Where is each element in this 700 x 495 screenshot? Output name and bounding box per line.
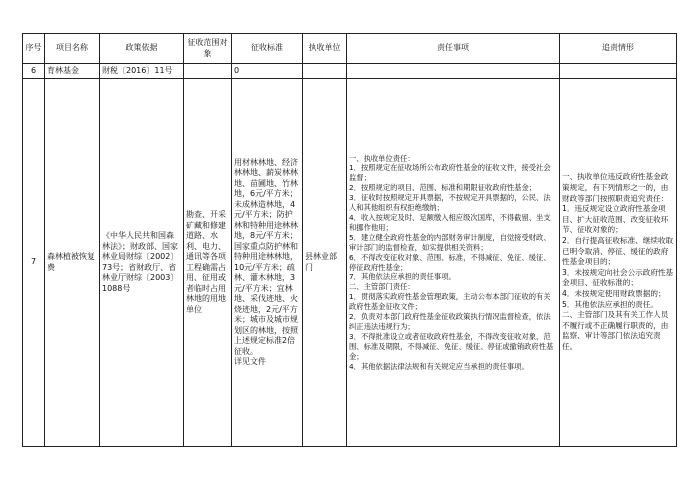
header-standard: 征收标准 [232, 34, 303, 64]
header-policy: 政策依据 [100, 34, 184, 64]
header-duties: 责任事项 [347, 34, 560, 64]
cell-name: 森林植被恢复费 [45, 79, 100, 447]
cell-no: 7 [23, 79, 45, 447]
cell-duties [347, 64, 560, 79]
table-header-row [23, 34, 677, 64]
header-scope: 征收范围对象 [184, 34, 232, 64]
cell-policy: 《中华人民共和国森林法》；财政部、国家林业局财综〔2002〕73号；省财政厅、省林业厅财综〔2003〕1088号 [100, 79, 184, 447]
table-row [23, 64, 677, 79]
cell-accountability [560, 64, 677, 79]
cell-unit: 县林业部门 [303, 79, 347, 447]
cell-scope: 勘查、开采矿藏和修建道路、水利、电力、通讯等各项工程确需占用、征用或者临时占用林地的用地单位 [184, 79, 232, 447]
fee-table [22, 33, 677, 447]
header-no: 序号 [23, 34, 45, 64]
cell-no: 6 [23, 64, 45, 79]
table-row [23, 79, 677, 447]
policy-document [22, 33, 676, 447]
cell-standard: 0 [232, 64, 303, 79]
header-accountability: 追责情形 [560, 34, 677, 64]
cell-standard: 用材林林地、经济林林地、薪炭林林地、苗圃地、竹林地，6元/平方米；未成林造林地，4元/平方米；防护林和特种用途林林地，8元/平方米；国家重点防护林和特种用途林林地，10元/平方米；疏林、灌木林地，3元/平方米；宜林地、采伐迹地、火烧迹地，2元/平方米；城市及城市规划区的林地，按照上述规定标准2倍征收。 详见文件 [232, 79, 303, 447]
header-name: 项目名称 [45, 34, 100, 64]
header-unit: 执收单位 [303, 34, 347, 64]
cell-scope [184, 64, 232, 79]
cell-policy: 财税〔2016〕11号 [100, 64, 184, 79]
cell-name: 育林基金 [45, 64, 100, 79]
cell-accountability: 一、执收单位违反政府性基金政策规定，有下列情形之一的，由财政等部门按照职责追究责任： 1．违反规定设立政府性基金项目、扩大征收范围、改变征收环节、征收对象的； 2．自行提高征收标准、继续收取已明令取消、停征、缓征的政府性基金项目的； 3．未按规定向社会公示政府性基金项目、征收标准的； 4．未按规定使用财政票据的； 5．其他依法应承担的责任。 二、主管部门及其有关工作人员不履行或不正确履行职责的，由监察、审计等部门依法追究责任。 [560, 79, 677, 447]
cell-unit [303, 64, 347, 79]
cell-duties: 一、执收单位责任： 1．按照规定在征收场所公布政府性基金的征收文件，接受社会监督； 2．按照规定的项目、范围、标准和期限征收政府性基金； 3．征收时按照规定开具票据，不按规定开具票据的，公民、法人和其他组织有权拒绝缴纳； 4．收入按规定及时、足额缴入相应级次国库，不得截留、坐支和挪作他用； 5．建立健全政府性基金的内部财务审计制度，自觉接受财政、审计部门的监督检查，如实提供相关资料； 6．不得改变征收对象、范围、标准，不得减征、免征、缓征、停征政府性基金； 7．其他依法应承担的责任事项。 二、主管部门责任： 1．贯彻落实政府性基金管理政策，主动公布本部门征收的有关政府性基金征收文件； 2．负责对本部门政府性基金征收政策执行情况监督检查，依法纠正违法违规行为； 3．不得批准设立或者征收政府性基金，不得改变征收对象、范围、标准及期限，不得减征、免征、缓征、停征或撤销政府性基金； 4．其他依据法律法规和有关规定应当承担的责任事项。 [347, 79, 560, 447]
